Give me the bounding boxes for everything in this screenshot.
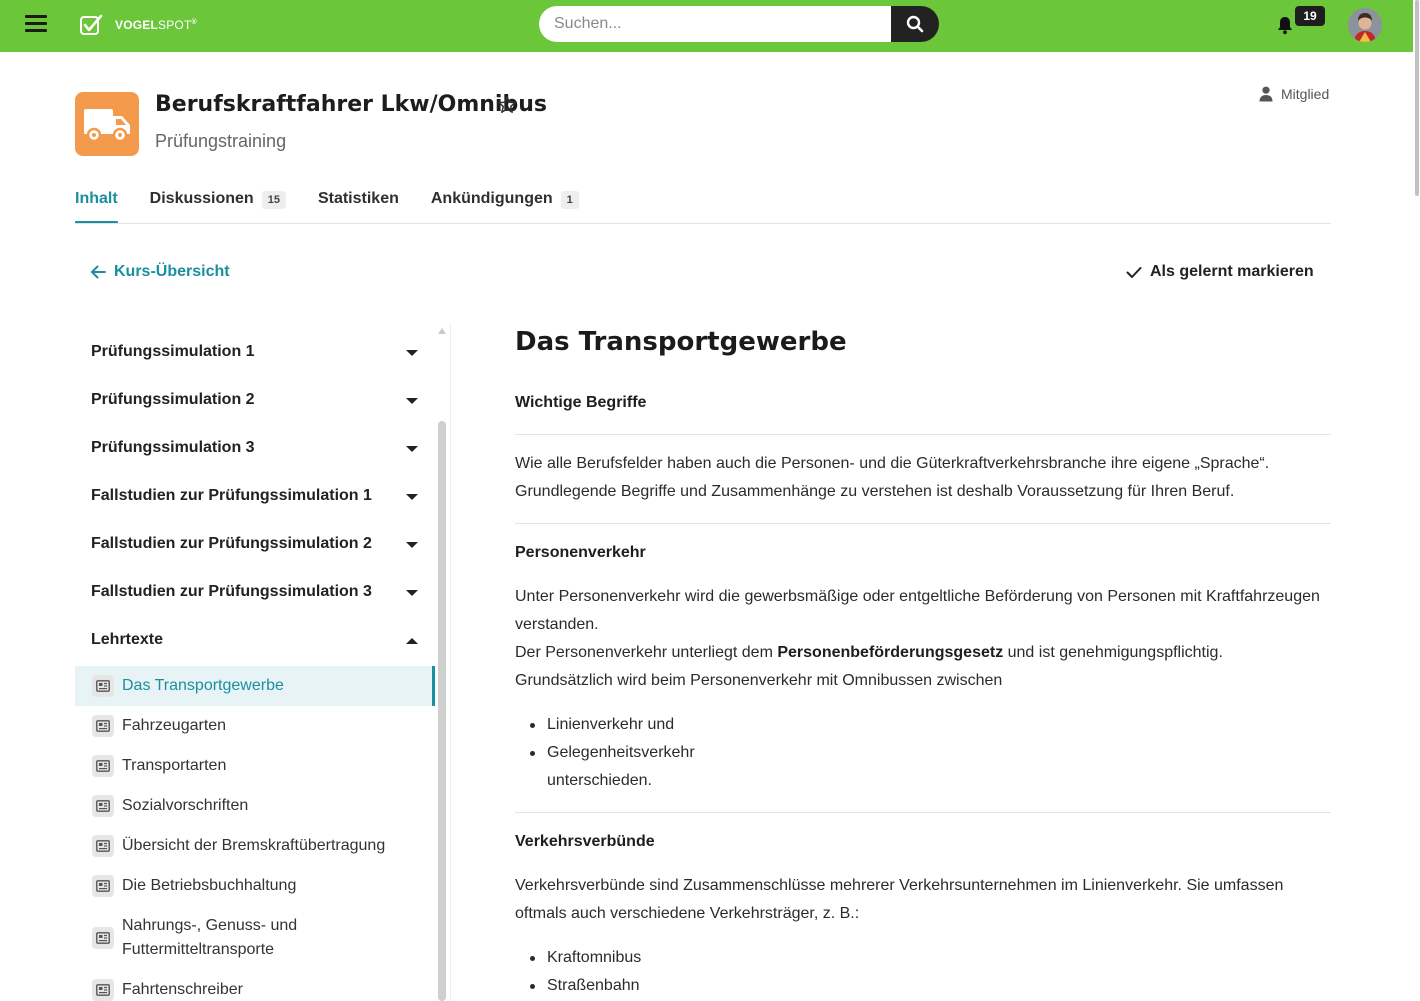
paragraph-text: Unter Personenverkehr wird die gewerbsmäßige oder entgeltliche Beförderung von Personen mit Kraftfahrzeugen verstanden. bbox=[515, 588, 1320, 633]
lesson-label: Transportarten bbox=[122, 757, 227, 774]
tab-count-badge: 15 bbox=[262, 191, 286, 209]
lesson-label-line2: Futtermitteltransporte bbox=[122, 941, 275, 958]
article-icon bbox=[92, 755, 114, 777]
membership-status bbox=[1259, 86, 1329, 102]
page-scrollbar-thumb[interactable] bbox=[1415, 0, 1419, 196]
membership-label: Mitglied bbox=[1281, 86, 1330, 102]
chevron-down-icon bbox=[406, 589, 418, 597]
chevron-down-icon bbox=[406, 493, 418, 501]
search-input[interactable] bbox=[539, 6, 891, 42]
sidebar-section-pruefungssimulation-1[interactable] bbox=[75, 329, 430, 377]
user-avatar[interactable] bbox=[1348, 8, 1382, 42]
tab-label: Statistiken bbox=[317, 190, 399, 207]
section-divider bbox=[515, 812, 1331, 813]
article-icon bbox=[92, 715, 114, 737]
list-continuation: unterschieden. bbox=[547, 772, 652, 789]
chevron-down-icon bbox=[406, 541, 418, 549]
tab-ankuendigungen[interactable] bbox=[431, 186, 579, 224]
section-label: Fallstudien zur Prüfungssimulation 2 bbox=[91, 535, 372, 552]
paragraph-text: Grundsätzlich wird beim Personenverkehr mit Omnibussen zwischen bbox=[515, 672, 1003, 689]
paragraph-text: Verkehrsverbünde sind Zusammenschlüsse mehrerer Verkehrsunternehmen im Linienverkehr. Sie umfassen oftmals auch verschiedene Verkehrsträger, z. B.: bbox=[515, 877, 1284, 922]
chevron-down-icon bbox=[406, 445, 418, 453]
list-item: Linienverkehr und bbox=[515, 711, 695, 739]
search-button[interactable] bbox=[891, 6, 939, 42]
lesson-label: Die Betriebsbuchhaltung bbox=[122, 877, 297, 894]
notification-count-badge[interactable]: 19 bbox=[1295, 6, 1325, 26]
lesson-sidebar bbox=[75, 329, 450, 1001]
search-bar bbox=[539, 6, 939, 42]
chevron-down-icon bbox=[406, 397, 418, 405]
lesson-label: Übersicht der Bremskraftübertragung bbox=[122, 837, 386, 854]
brand-name: VOGELSPOT® bbox=[115, 18, 197, 32]
list-item: Kraftomnibus bbox=[515, 944, 641, 972]
bullet-list bbox=[515, 944, 641, 1000]
sidebar-section-fallstudien-2[interactable] bbox=[75, 521, 430, 569]
sidebar-item-sozialvorschriften[interactable] bbox=[75, 786, 435, 826]
sidebar-item-fahrtenschreiber[interactable] bbox=[75, 970, 435, 1001]
lesson-title: Das Transportgewerbe bbox=[515, 327, 847, 357]
search-icon bbox=[906, 15, 924, 33]
bold-term: Personenbeförderungsgesetz bbox=[777, 644, 1004, 661]
tab-label: Inhalt bbox=[75, 190, 118, 207]
section-label: Lehrtexte bbox=[91, 631, 164, 648]
course-subtitle: Prüfungstraining bbox=[155, 131, 287, 151]
article-icon bbox=[92, 927, 114, 949]
mark-learned-button[interactable] bbox=[1126, 263, 1314, 281]
tabs-divider bbox=[75, 223, 1331, 224]
checkmark-logo-icon bbox=[79, 13, 103, 37]
sidebar-item-betriebsbuchhaltung[interactable] bbox=[75, 866, 435, 906]
tab-label: Diskussionen bbox=[149, 190, 254, 207]
course-overview-link[interactable] bbox=[90, 263, 230, 281]
sidebar-item-bremskraftuebertragung[interactable] bbox=[75, 826, 435, 866]
course-icon bbox=[75, 92, 139, 156]
sidebar-section-fallstudien-3[interactable] bbox=[75, 569, 430, 617]
sidebar-scrollbar-thumb[interactable] bbox=[438, 421, 446, 1001]
lesson-label: Nahrungs-, Genuss- und bbox=[122, 917, 298, 934]
section-label: Fallstudien zur Prüfungssimulation 3 bbox=[91, 583, 372, 600]
section-label: Prüfungssimulation 3 bbox=[91, 439, 255, 456]
tab-label: Ankündigungen bbox=[430, 190, 553, 207]
bell-icon[interactable] bbox=[1275, 15, 1295, 35]
truck-icon bbox=[82, 105, 132, 143]
check-icon bbox=[1126, 266, 1142, 279]
bullet-list bbox=[515, 711, 695, 795]
article-icon bbox=[92, 875, 114, 897]
section-label: Fallstudien zur Prüfungssimulation 1 bbox=[91, 487, 372, 504]
sidebar-item-fahrzeugarten[interactable] bbox=[75, 706, 435, 746]
lesson-label: Sozialvorschriften bbox=[122, 797, 249, 814]
section-divider bbox=[515, 434, 1331, 435]
section-heading: Personenverkehr bbox=[515, 544, 646, 561]
menu-icon[interactable] bbox=[25, 15, 47, 33]
top-navigation-bar bbox=[0, 0, 1413, 52]
lesson-label: Fahrzeugarten bbox=[122, 717, 227, 734]
section-divider bbox=[515, 523, 1331, 524]
course-tabs bbox=[75, 186, 611, 224]
section-label: Prüfungssimulation 1 bbox=[91, 343, 255, 360]
sidebar-section-pruefungssimulation-2[interactable] bbox=[75, 377, 430, 425]
tab-statistiken[interactable] bbox=[318, 186, 399, 224]
list-item: Gelegenheitsverkehr bbox=[515, 739, 695, 767]
tab-count-badge: 1 bbox=[561, 191, 579, 209]
sidebar-section-lehrtexte[interactable] bbox=[75, 617, 430, 665]
sidebar-scroll-up-arrow[interactable] bbox=[438, 328, 446, 334]
article-icon bbox=[92, 979, 114, 1001]
paragraph bbox=[515, 450, 1331, 506]
tab-diskussionen[interactable] bbox=[150, 186, 286, 224]
article-icon bbox=[92, 835, 114, 857]
list-item: Straßenbahn bbox=[515, 972, 641, 1000]
avatar-image bbox=[1348, 8, 1382, 42]
paragraph-text: Der Personenverkehr unterliegt dem Personenbeförderungsgesetz und ist genehmigungspflichtig. bbox=[515, 644, 1223, 661]
article-icon bbox=[92, 795, 114, 817]
sidebar-item-transportarten[interactable] bbox=[75, 746, 435, 786]
paragraph bbox=[515, 583, 1331, 695]
section-heading: Wichtige Begriffe bbox=[515, 394, 647, 411]
mark-learned-label: Als gelernt markieren bbox=[1150, 263, 1314, 280]
sidebar-divider bbox=[450, 323, 451, 1001]
sidebar-item-das-transportgewerbe[interactable] bbox=[75, 666, 435, 706]
chevron-up-icon bbox=[406, 637, 418, 645]
course-overview-label: Kurs-Übersicht bbox=[114, 263, 230, 280]
sidebar-item-nahrungs-genuss-futtermitteltransporte[interactable] bbox=[75, 906, 435, 970]
tab-inhalt[interactable] bbox=[75, 186, 118, 224]
article-icon bbox=[92, 675, 114, 697]
paragraph-line: Grundlegende Begriffe und Zusammenhänge zu verstehen ist deshalb Voraussetzung für Ihren Beruf. bbox=[515, 483, 1235, 500]
lesson-label: Das Transportgewerbe bbox=[122, 677, 284, 694]
paragraph-line: Wie alle Berufsfelder haben auch die Personen- und die Güterkraftverkehrsbranche ihre eigene „Sprache“. bbox=[515, 455, 1270, 472]
sidebar-section-pruefungssimulation-3[interactable] bbox=[75, 425, 430, 473]
user-icon bbox=[1259, 86, 1273, 102]
paragraph bbox=[515, 872, 1305, 928]
section-heading: Verkehrsverbünde bbox=[515, 833, 655, 850]
sidebar-section-fallstudien-1[interactable] bbox=[75, 473, 430, 521]
arrow-left-icon bbox=[90, 265, 106, 279]
lesson-label: Fahrtenschreiber bbox=[122, 981, 243, 998]
section-label: Prüfungssimulation 2 bbox=[91, 391, 255, 408]
chevron-down-icon bbox=[406, 349, 418, 357]
course-title: Berufskraftfahrer Lkw/Omnibus bbox=[155, 92, 547, 117]
star-icon[interactable] bbox=[497, 95, 517, 115]
brand-logo[interactable] bbox=[79, 12, 197, 38]
